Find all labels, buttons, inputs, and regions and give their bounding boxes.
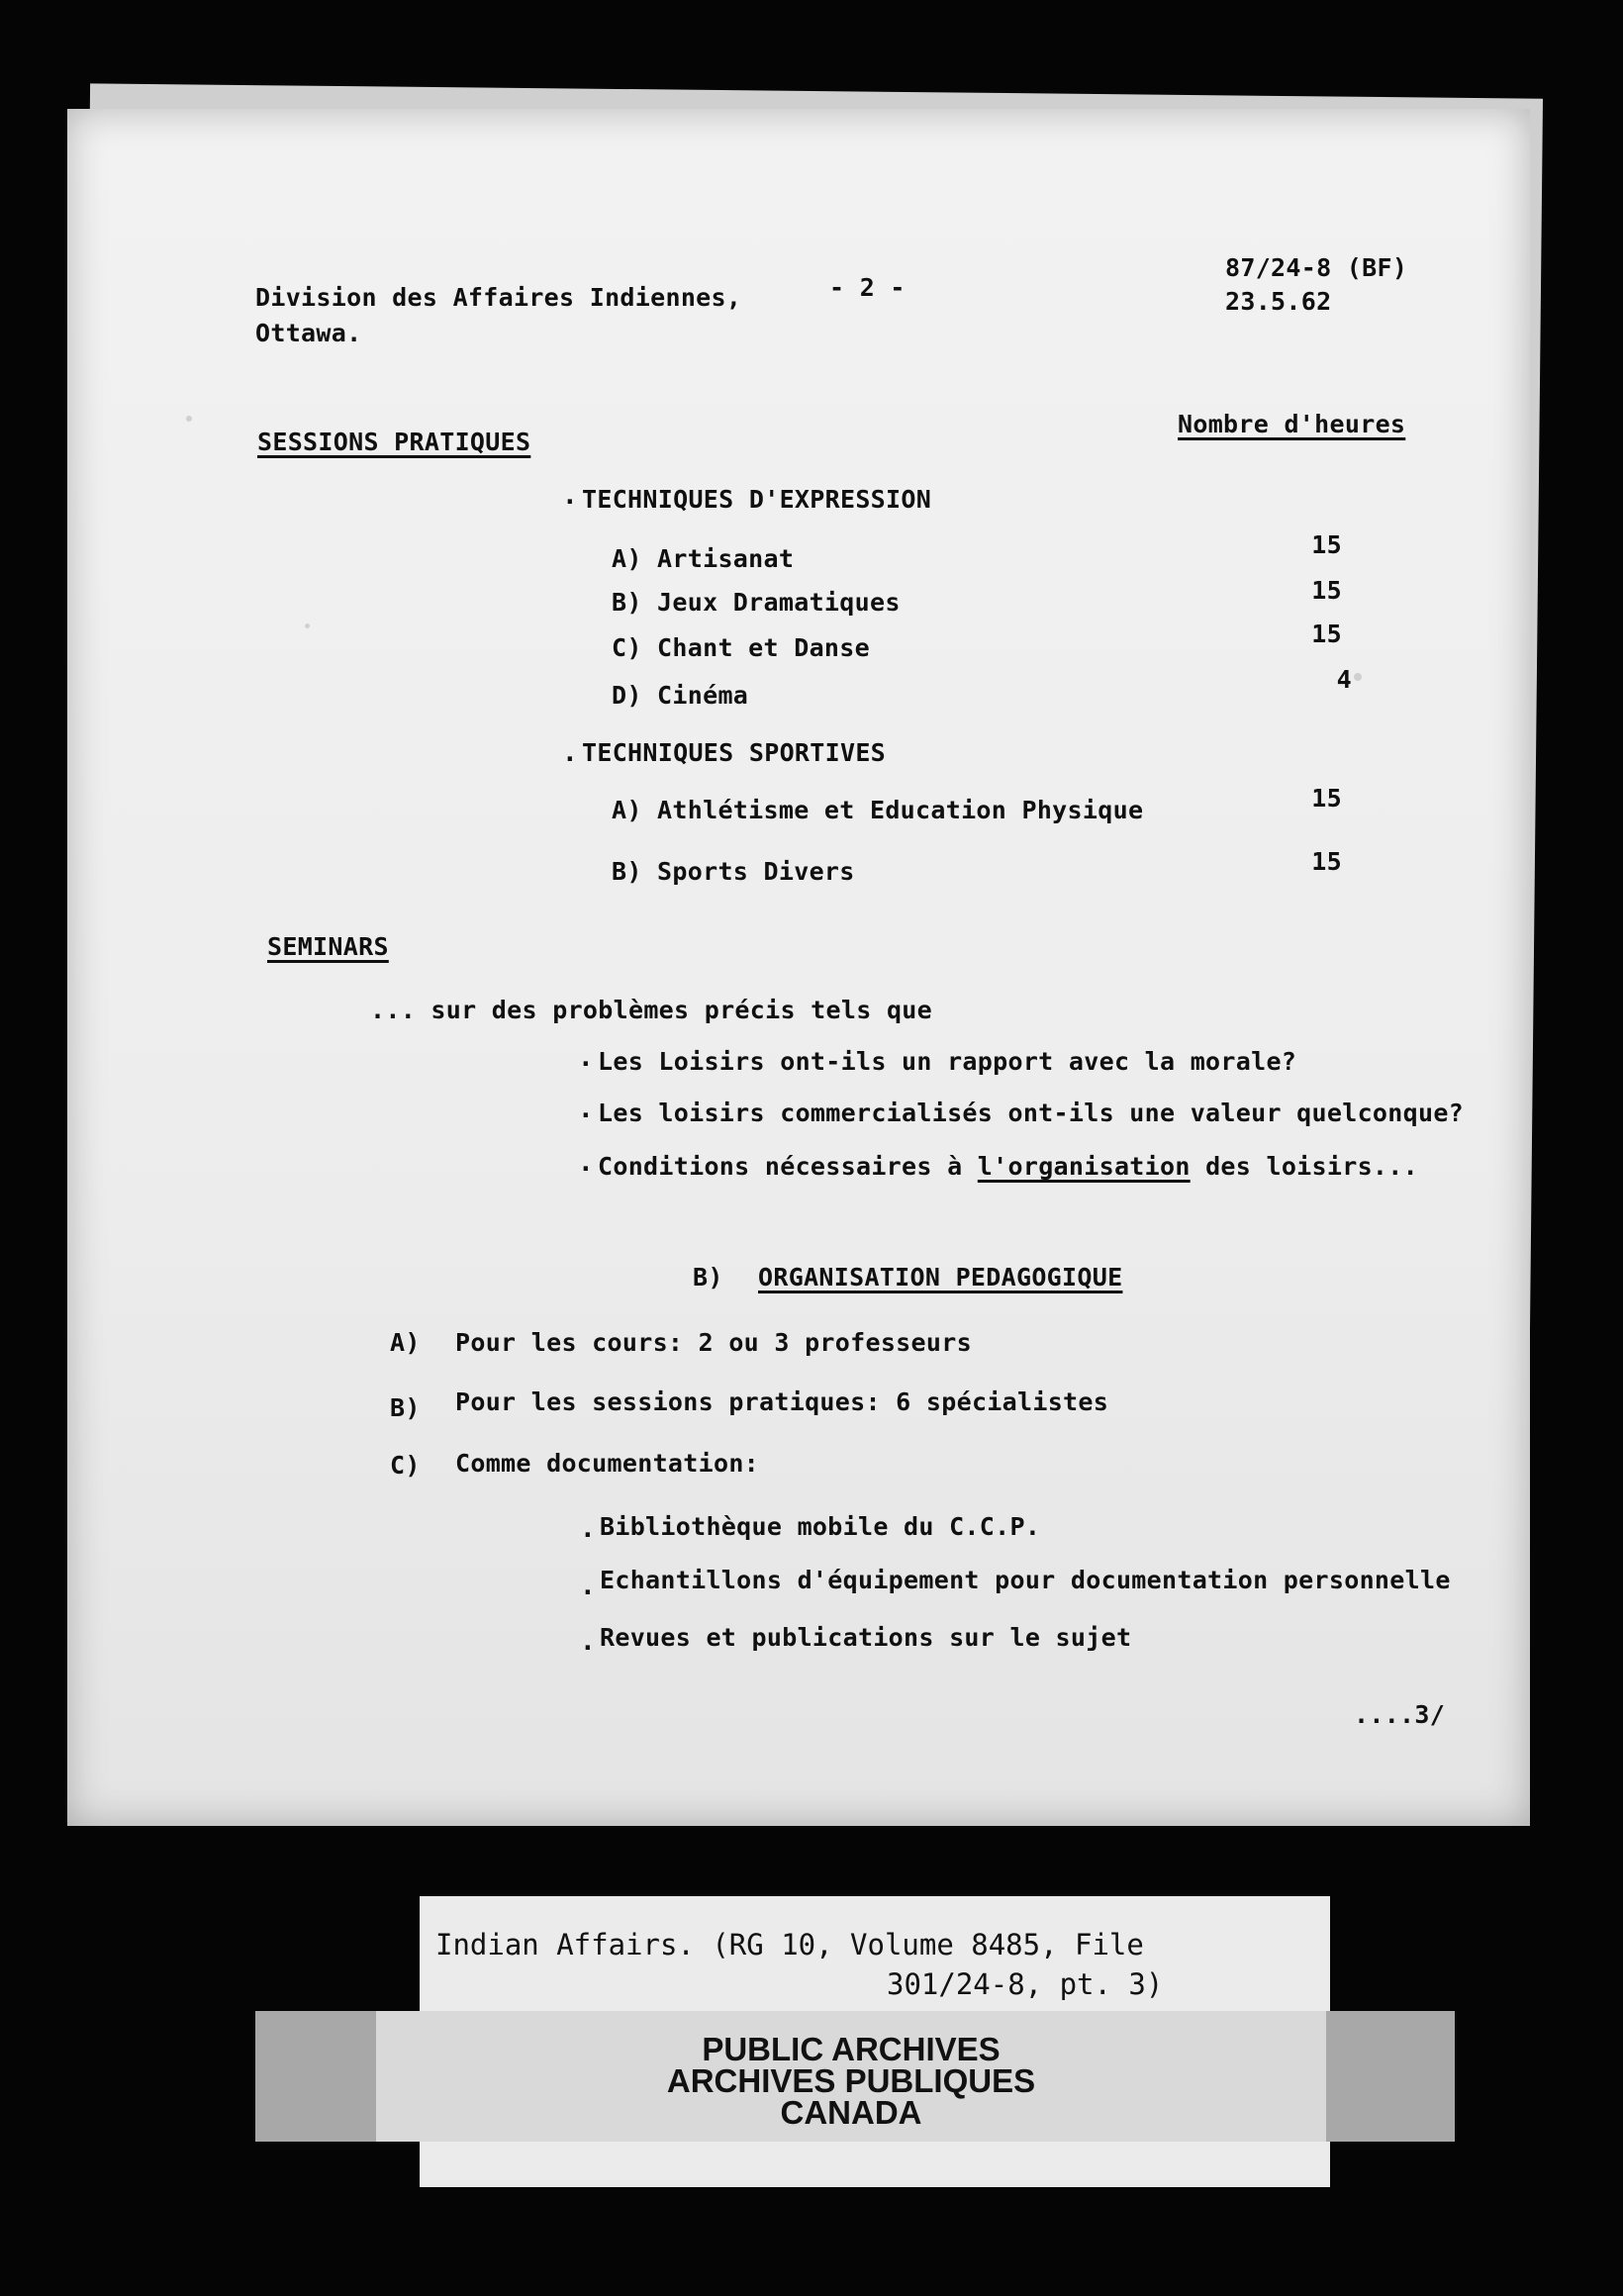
organisation-item: Pour les cours: 2 ou 3 professeurs [455,1328,972,1357]
hours-athletisme: 15 [1311,784,1342,813]
header-city: Ottawa. [255,319,362,347]
bullet: . [580,1627,596,1657]
hours-jeux: 15 [1311,576,1342,605]
bullet: . [580,1572,596,1601]
hours-sports: 15 [1311,847,1342,876]
hours-artisanat: 15 [1311,530,1342,559]
group-title-sportives: TECHNIQUES SPORTIVES [582,738,887,767]
bullet: . [578,1043,594,1073]
seminars-heading: SEMINARS [267,932,389,961]
session-item-artisanat: A) Artisanat [612,544,795,573]
reference-line: 301/24-8, pt. 3) [887,1967,1164,2001]
bullet: . [580,1514,596,1544]
organisation-item-letter: A) [390,1328,421,1357]
document-page [67,109,1530,1826]
session-item-cinema: D) Cinéma [612,681,749,710]
organisation-item-letter: B) [390,1393,421,1422]
seminar-point-underlined: l'organisation [977,1152,1191,1181]
archive-line: CANADA [780,2094,922,2131]
organisation-item: Comme documentation: [455,1449,760,1478]
continued-marker: ....3/ [1354,1700,1446,1729]
documentation-item: Echantillons d'équipement pour documentation personnelle [600,1566,1451,1594]
hours-chant: 15 [1311,620,1342,648]
seminars-intro: ... sur des problèmes précis tels que [370,996,932,1024]
documentation-item: Revues et publications sur le sujet [600,1623,1132,1652]
archive-stamp [376,2011,1326,2142]
seminar-point-text: des loisirs... [1190,1152,1418,1181]
bullet: . [578,1095,594,1124]
page-marker: - 2 - [829,273,906,302]
archive-line: ARCHIVES PUBLIQUES [666,2062,1036,2099]
documentation-item: Bibliothèque mobile du C.C.P. [600,1512,1041,1541]
seminar-point-organisation [598,1152,1418,1181]
seminar-point-text: Conditions nécessaires à [598,1152,978,1181]
sessions-heading: SESSIONS PRATIQUES [257,428,531,456]
organisation-letter: B) [693,1263,723,1292]
session-item-sports: B) Sports Divers [612,857,855,886]
document-date: 23.5.62 [1225,287,1332,316]
archive-line: PUBLIC ARCHIVES [702,2031,1001,2067]
archive-card-lower [420,2142,1330,2187]
session-item-chant: C) Chant et Danse [612,633,870,662]
seminar-point: Les loisirs commercialisés ont-ils une valeur quelconque? [598,1099,1465,1127]
organisation-item: Pour les sessions pratiques: 6 spécialistes [455,1387,1109,1416]
group-title-expression: TECHNIQUES D'EXPRESSION [582,485,932,514]
session-item-athletisme: A) Athlétisme et Education Physique [612,796,1144,824]
organisation-title: ORGANISATION PEDAGOGIQUE [758,1263,1123,1292]
header-division: Division des Affaires Indiennes, [255,283,742,312]
reference-card [420,1896,1330,2019]
seminar-point: Les Loisirs ont-ils un rapport avec la morale? [598,1047,1297,1076]
bullet: . [578,1148,594,1178]
bullet: . [562,738,578,768]
reference-line: Indian Affairs. (RG 10, Volume 8485, File [435,1928,1144,1961]
file-reference: 87/24-8 (BF) [1225,253,1408,282]
bullet: . [562,481,578,511]
hours-heading: Nombre d'heures [1178,410,1406,438]
organisation-item-letter: C) [390,1451,421,1480]
session-item-jeux: B) Jeux Dramatiques [612,588,901,617]
hours-cinema: 4 [1336,665,1352,694]
